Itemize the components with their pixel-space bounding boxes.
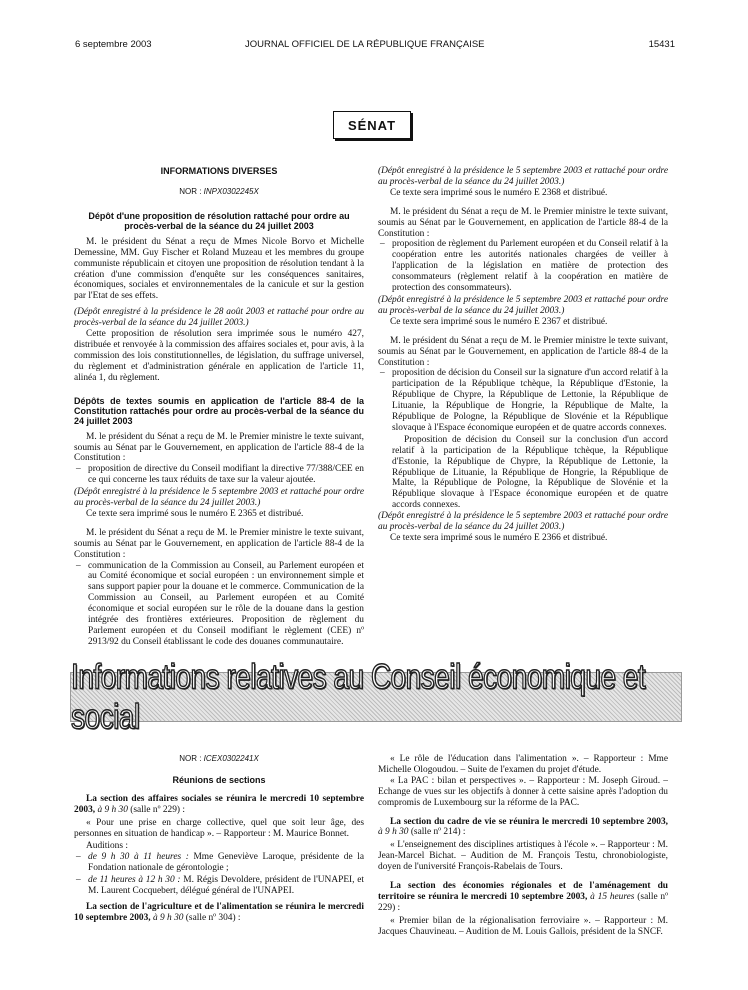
m2-bold: La section de l'agriculture et de l'alimentation se réunira le mercredi 10 septembre 2003,	[74, 901, 364, 923]
m1-a1: Mme Geneviève Laroque, présidente de la Fondation nationale de gérontologie ;	[88, 852, 365, 874]
header-date: 6 septembre 2003	[75, 39, 152, 50]
header-page-number: 15431	[648, 39, 675, 50]
m1-a2-time: de 11 heures à 12 h 30 :	[88, 875, 181, 886]
m1-audition-2	[74, 875, 364, 897]
s2-heading: Dépôts de textes soumis en application de l'article 88-4 de la Constitution rattachés pour ordre au procès-verbal de la séance du 24 juillet 2003	[74, 395, 364, 426]
m4-room: (salle nº 229) :	[378, 891, 669, 913]
ces-meeting-2	[74, 902, 364, 924]
s2-intro-2: M. le président du Sénat a reçu de M. le Premier ministre le texte suivant, soumis au Sénat par le Gouvernement, en application de l'article 88-4 de la Constitution :	[74, 527, 364, 560]
s2-item-1: – proposition de directive du Conseil modifiant la directive 77/388/CEE en ce qui concerne les taux réduits de taxe sur la valeur ajoutée.	[74, 464, 364, 486]
m1-audition-1	[74, 852, 364, 874]
senat-section-title: INFORMATIONS DIVERSES	[160, 166, 278, 176]
m2-time: à 9 h 30	[152, 912, 184, 923]
s2-note-1: (Dépôt enregistré à la présidence le 5 septembre 2003 et rattaché pour ordre au procès-verbal de la séance du 24 juillet 2003.)	[74, 487, 364, 509]
nor-prefix: NOR :	[179, 186, 202, 196]
m1-a2: M. Régis Devoldere, président de l'UNAPEI, et M. Laurent Cocquebert, délégué général de l'UNAPEI.	[88, 875, 364, 897]
ces-section-title: Réunions de sections	[172, 774, 266, 785]
m1-bold: La section des affaires sociales se réunira le mercredi 10 septembre 2003,	[74, 793, 364, 815]
ces-column-right	[378, 754, 668, 943]
senat-column-left	[74, 166, 364, 653]
ces-nor	[74, 754, 364, 765]
s1-note: (Dépôt enregistré à la présidence le 28 août 2003 et rattaché pour ordre au procès-verbal de la séance du 24 juillet 2003.)	[74, 307, 364, 329]
s2-print-4: Ce texte sera imprimé sous le numéro E 2366 et distribué.	[390, 533, 608, 543]
m3-room: (salle nº 214) :	[410, 827, 466, 838]
header-journal-title: JOURNAL OFFICIEL DE LA RÉPUBLIQUE FRANÇAISE	[245, 39, 485, 50]
m4-bold: La section des économies régionales et de l'aménagement du territoire se réunira le mercredi 10 septembre 2003,	[378, 881, 668, 902]
s2-list-4	[378, 368, 668, 433]
m1-topic: « Pour une prise en charge collective, quel que soit leur âge, des personnes en situation de handicap ». – Rapporteur : M. Maurice Bonnet.	[74, 817, 364, 839]
m4-topic: « Premier bilan de la régionalisation ferroviaire ». – Rapporteur : M. Jacques Chauvineau. – Audition de M. Louis Gallois, président de la SNCF.	[378, 915, 668, 937]
senat-nor	[74, 187, 364, 198]
s2-intro-4: M. le président du Sénat a reçu de M. le Premier ministre le texte suivant, soumis au Sénat par le Gouvernement, en application de l'article 88-4 de la Constitution :	[378, 335, 668, 368]
s2-intro-3: M. le président du Sénat a reçu de M. le Premier ministre le texte suivant, soumis au Sénat par le Gouvernement, en application de l'article 88-4 de la Constitution :	[378, 206, 668, 239]
m1-a1-time: de 9 h 30 à 11 heures :	[88, 852, 189, 863]
ces-meeting-3	[378, 817, 668, 839]
ces-meeting-1	[74, 794, 364, 816]
s2-print-1: Ce texte sera imprimé sous le numéro E 2365 et distribué.	[86, 508, 304, 519]
m1-room: (salle nº 229) :	[130, 804, 185, 815]
s2-item-4: – proposition de décision du Conseil sur la signature d'un accord relatif à la participation de la République tchèque, la République d'Estonie, la République de Chypre, la République de Lettonie, la République de Lituanie, la République de Hongrie, la République de Malte, la République de Pologne, la République de Slovénie et la République slovaque à l'Espace économique européen et de quatre accords connexes.	[378, 368, 668, 433]
s2-list-1	[74, 464, 364, 486]
m1-auditions: Auditions :	[86, 841, 128, 852]
s1-paragraph-1: M. le président du Sénat a reçu de Mmes Nicole Borvo et Michelle Demessine, MM. Guy Fischer et Roland Muzeau et les membres du groupe communiste républicain et citoyen une proposition de résolution tendant à la création d'une commission d'enquête sur les conséquences sanitaires, économiques, sociales et environnementales de la canicule et sur la gestion par l'Etat de ses effets.	[74, 236, 364, 302]
s2-intro: M. le président du Sénat a reçu de M. le Premier ministre le texte suivant, soumis au Sénat par le Gouvernement, en application de l'article 88-4 de la Constitution :	[74, 431, 364, 464]
m2-room: (salle nº 304) :	[185, 912, 241, 923]
ces-column-left	[74, 754, 364, 929]
m3-bold: La section du cadre de vie se réunira le mercredi 10 septembre 2003,	[390, 816, 668, 827]
m4-time: à 15 heures	[590, 891, 635, 902]
s2-note-3: (Dépôt enregistré à la présidence le 5 septembre 2003 et rattaché pour ordre au procès-verbal de la séance du 24 juillet 2003.)	[378, 294, 668, 316]
ces-banner-title: Informations relatives au Conseil économique et social	[71, 657, 646, 736]
m1-audition-list	[74, 852, 364, 897]
s2-item-3: – proposition de règlement du Parlement européen et du Conseil relatif à la coopération entre les autorités nationales chargées de veiller à l'application de la législation en matière de protection des consommateurs (règlement relatif à la coopération en matière de protection des consommateurs).	[378, 239, 668, 294]
s2-note-4: (Dépôt enregistré à la présidence le 5 septembre 2003 et rattaché pour ordre au procès-verbal de la séance du 24 juillet 2003.)	[378, 511, 668, 533]
nor-code: INPX0302245X	[203, 186, 259, 196]
ces-nor-prefix: NOR :	[179, 754, 202, 763]
m2-topic-2: « La PAC : bilan et perspectives ». – Rapporteur : M. Joseph Giroud. – Echange de vues sur les objectifs à donner à cette saisine après l'adoption du compromis de Luxembourg sur la réforme de la PAC.	[378, 775, 668, 808]
s2-list-3	[378, 239, 668, 294]
m3-topic: « L'enseignement des disciplines artistiques à l'école ». – Rapporteur : M. Jean-Marcel Bichat. – Audition de M. François Testu, chronobiologiste, doyen de l'université François-Rabelais de Tours.	[378, 840, 668, 873]
senat-column-right	[378, 166, 668, 549]
s2-item-4b: Proposition de décision du Conseil sur la conclusion d'un accord relatif à la participation de la République tchèque, la République d'Estonie, la République de Chypre, la République de Lettonie, la République de Lituanie, la République de Hongrie, la République de Malte, la République de Pologne, la République de Slovénie et la République slovaque à l'Espace économique européen et de quatre accords connexes.	[392, 434, 668, 511]
s2-print-2: Ce texte sera imprimé sous le numéro E 2368 et distribué.	[390, 187, 608, 198]
ces-banner	[70, 657, 682, 736]
ces-meeting-4	[378, 881, 668, 914]
s2-item-2: – communication de la Commission au Conseil, au Parlement européen et au Comité économique et social européen : un environnement simple et sans support papier pour la douane et le commerce. Communication de la Commission au Conseil, au Parlement européen et au Comité économique et social européen sur le rôle de la douane dans la gestion intégrée des frontières extérieures. Proposition de règlement du Parlement européen et du Conseil modifiant le règlement (CEE) nº 2913/92 du Conseil établissant le code des douanes communautaire.	[74, 561, 364, 648]
senat-box-title: SÉNAT	[333, 111, 411, 139]
ces-nor-code: ICEX0302241X	[203, 754, 259, 763]
s2-print-3: Ce texte sera imprimé sous le numéro E 2367 et distribué.	[390, 316, 608, 327]
m2-topic-1: « Le rôle de l'éducation dans l'alimentation ». – Rapporteur : Mme Michelle Ologoudou. – Suite de l'examen du projet d'étude.	[378, 754, 668, 775]
s1-heading: Dépôt d'une proposition de résolution rattaché pour ordre au procès-verbal de la séance du 24 juillet 2003	[88, 210, 350, 231]
s2-note-2: (Dépôt enregistré à la présidence le 5 septembre 2003 et rattaché pour ordre au procès-verbal de la séance du 24 juillet 2003.)	[378, 166, 668, 187]
m3-time: à 9 h 30	[378, 827, 409, 838]
s1-paragraph-2: Cette proposition de résolution sera imprimée sous le numéro 427, distribuée et renvoyée à la commission des affaires sociales et, pour avis, à la commission des lois constitutionnelles, de législation, du suffrage universel, du règlement et d'administration générale en application de l'article 11, alinéa 1, du règlement.	[74, 329, 364, 383]
m1-time: à 9 h 30	[97, 804, 128, 815]
s2-list-2	[74, 561, 364, 648]
